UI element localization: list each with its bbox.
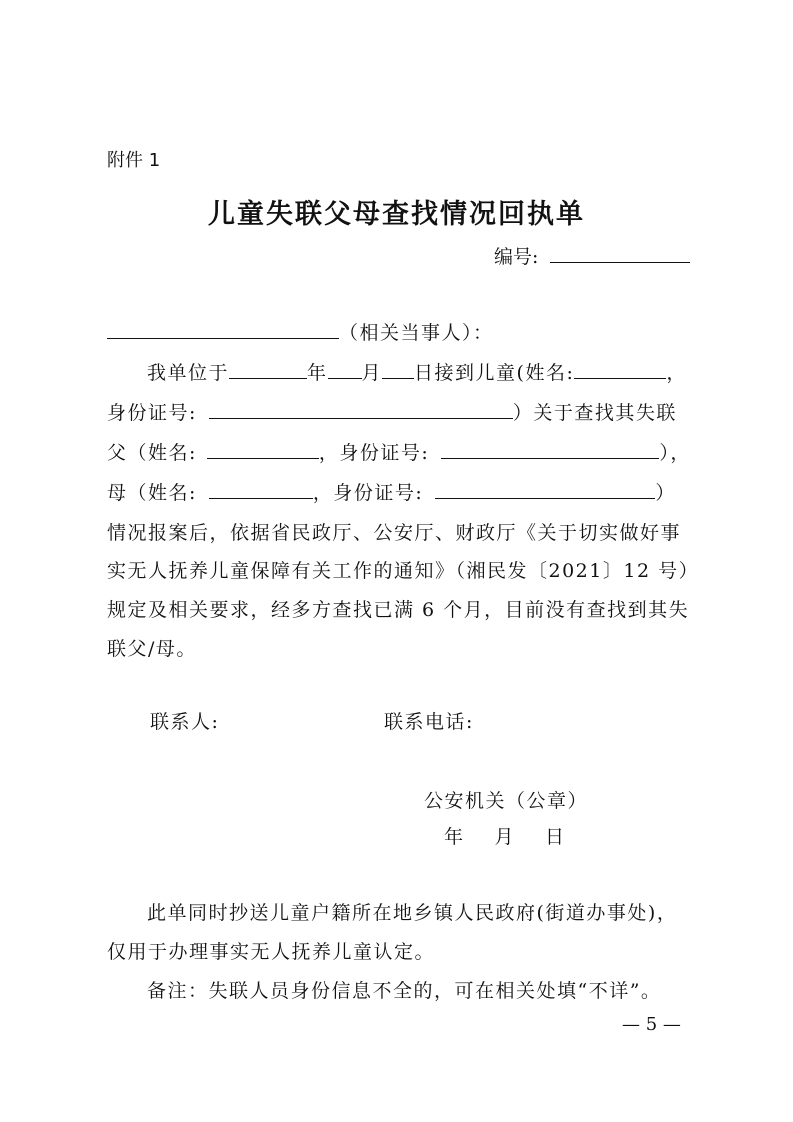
party-suffix: （相关当事人）： (339, 322, 494, 344)
text-segment: ）关于查找其失联 (512, 402, 677, 424)
page-title: 儿童失联父母查找情况回执单 (208, 199, 585, 230)
child-id-blank[interactable] (209, 400, 513, 419)
serial-number-field (494, 242, 690, 269)
text-segment: 我单位于 (147, 362, 230, 384)
paragraph-line-4 (107, 478, 676, 505)
paragraph-line-7: 规定及相关要求，经多方查找已满 6 个月，目前没有查找到其失 (107, 599, 690, 621)
text-segment: ， (666, 362, 687, 384)
contact-phone-label: 联系电话: (384, 711, 474, 733)
mother-name-blank[interactable] (209, 480, 313, 499)
text-segment: ）， (659, 442, 691, 464)
date-month: 月 (494, 826, 516, 848)
paragraph-line-6: 实无人抚养儿童保障有关工作的通知》（湘民发〔2021〕12 号） (107, 560, 700, 582)
text-segment: 母（姓名: (107, 482, 197, 504)
father-id-blank[interactable] (441, 440, 659, 459)
father-name-blank[interactable] (207, 440, 319, 459)
paragraph-line-2 (107, 398, 677, 425)
contact-person-label: 联系人: (150, 711, 220, 733)
year-blank[interactable] (229, 360, 307, 379)
text-segment: 月 (361, 362, 383, 384)
day-blank[interactable] (382, 360, 414, 379)
paragraph-line-5: 情况报案后，依据省民政厅、公安厅、财政厅《关于切实做好事 (107, 522, 682, 544)
serial-blank[interactable] (550, 244, 690, 263)
mother-id-blank[interactable] (435, 480, 655, 499)
text-segment: 父（姓名: (107, 442, 197, 464)
police-seal-label: 公安机关（公章） (424, 790, 589, 812)
page-number: — 5 — (622, 1014, 681, 1035)
text-segment: ，身份证号: (312, 482, 424, 504)
text-segment: 身份证号: (107, 402, 197, 424)
serial-label: 编号: (494, 246, 539, 268)
seal-date (444, 822, 596, 849)
paragraph-line-3 (107, 438, 691, 465)
note-line-2: 仅用于办理事实无人抚养儿童认定。 (107, 941, 436, 963)
text-segment: 年 (307, 362, 328, 384)
note-line-3: 备注：失联人员身份信息不全的，可在相关处填“不详”。 (147, 980, 662, 1002)
date-year: 年 (444, 826, 465, 848)
text-segment: ） (655, 482, 676, 504)
text-segment: 日接到儿童(姓名: (414, 362, 575, 384)
paragraph-line-8: 联父/母。 (107, 638, 197, 660)
date-day: 日 (545, 826, 566, 848)
text-segment: ，身份证号: (318, 442, 430, 464)
month-blank[interactable] (328, 360, 362, 379)
child-name-blank[interactable] (574, 360, 666, 379)
attachment-label: 附件 1 (107, 150, 161, 171)
paragraph-line-1 (147, 358, 687, 385)
party-blank[interactable] (107, 320, 339, 339)
party-line (107, 318, 494, 345)
note-line-1: 此单同时抄送儿童户籍所在地乡镇人民政府(街道办事处)， (147, 902, 678, 924)
